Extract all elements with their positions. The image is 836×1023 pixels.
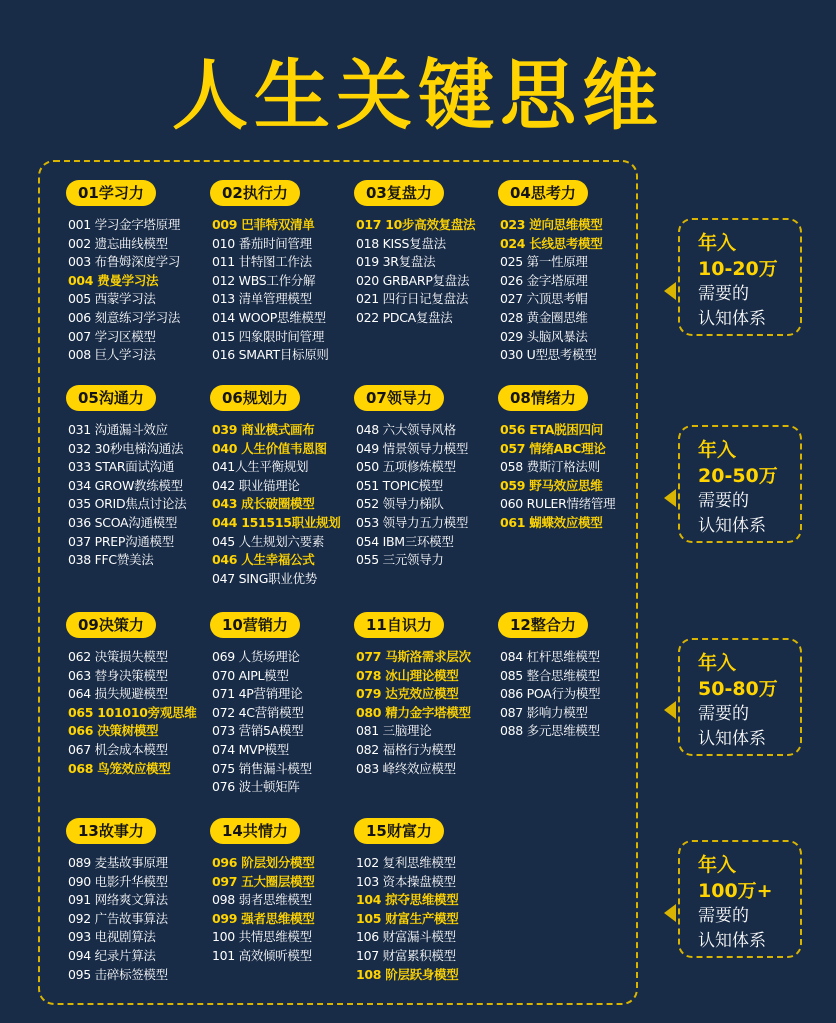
model-item: 055 三元领导力: [356, 552, 444, 568]
model-item: 028 黄金圈思维: [500, 309, 588, 325]
model-item: 012 WBS工作分解: [212, 272, 316, 288]
model-item: 019 3R复盘法: [356, 254, 436, 270]
model-item: 010 番茄时间管理: [212, 235, 312, 251]
model-item: 071 4P营销理论: [212, 686, 303, 702]
model-item: 060 RULER情绪管理: [500, 496, 616, 512]
model-item: 098 弱者思维模型: [212, 892, 312, 908]
model-item: 092 广告故事算法: [68, 910, 168, 926]
model-item-highlighted: 059 野马效应思维: [500, 477, 603, 493]
model-item-highlighted: 009 巴菲特双清单: [212, 217, 315, 232]
model-item: 084 杠杆思维模型: [500, 649, 600, 664]
model-item-highlighted: 066 决策树模型: [68, 723, 159, 739]
income-range: 20-50万: [698, 465, 778, 487]
model-item-highlighted: 017 10步高效复盘法: [356, 217, 476, 232]
model-item: 025 第一性原理: [500, 254, 588, 270]
model-item: 006 刻意练习学习法: [68, 309, 181, 325]
arrow-left-icon: [664, 489, 676, 507]
section-block: [68, 818, 213, 984]
section-block: [68, 612, 213, 778]
income-range: 10-20万: [698, 258, 778, 280]
income-box-3: [678, 638, 802, 756]
section-header: 01学习力: [66, 180, 156, 206]
model-item: 088 多元思维模型: [500, 723, 600, 739]
model-item: 034 GROW教练模型: [68, 477, 183, 493]
model-item: 038 FFC赞美法: [68, 552, 154, 568]
income-label: 年入: [698, 854, 737, 876]
section-header: 12整合力: [498, 612, 588, 638]
model-item: 005 西蒙学习法: [68, 291, 156, 307]
model-item-highlighted: 079 达克效应模型: [356, 686, 459, 702]
model-item: 086 POA行为模型: [500, 686, 601, 702]
model-item: 047 SING职业优势: [212, 570, 317, 586]
section-header: 09决策力: [66, 612, 156, 638]
income-caption: 认知体系: [698, 729, 766, 749]
section-block: [212, 180, 357, 365]
model-item: 032 30秒电梯沟通法: [68, 440, 184, 456]
model-item: 087 影响力模型: [500, 704, 588, 720]
section-block: [212, 612, 357, 797]
model-item-highlighted: 097 五大圈层模型: [212, 873, 315, 889]
model-item-highlighted: 023 逆向思维模型: [500, 217, 603, 232]
model-item-highlighted: 096 阶层划分模型: [212, 855, 315, 870]
income-box-2: [678, 425, 802, 543]
income-box-4: [678, 840, 802, 958]
model-item-highlighted: 099 强者思维模型: [212, 910, 315, 926]
model-item: 081 三脑理论: [356, 723, 432, 739]
model-item: 069 人货场理论: [212, 649, 300, 664]
model-item: 051 TOPIC模型: [356, 477, 443, 493]
model-item: 103 资本操盘模型: [356, 873, 456, 889]
model-item-highlighted: 068 鸟笼效应模型: [68, 760, 171, 776]
model-item-highlighted: 061 蝴蝶效应模型: [500, 514, 603, 530]
income-box-1: [678, 218, 802, 336]
section-block: [500, 385, 645, 533]
model-item: 018 KISS复盘法: [356, 235, 446, 251]
model-item: 067 机会成本模型: [68, 741, 168, 757]
section-block: [356, 612, 501, 778]
section-block: [68, 385, 213, 570]
model-item: 082 福格行为模型: [356, 741, 456, 757]
model-item-highlighted: 044 151515职业规划: [212, 514, 341, 530]
model-item-highlighted: 077 马斯洛需求层次: [356, 649, 471, 664]
arrow-left-icon: [664, 904, 676, 922]
section-header: 04思考力: [498, 180, 588, 206]
section-block: [356, 818, 501, 984]
model-item-highlighted: 104 掠夺思维模型: [356, 892, 459, 908]
model-item: 107 财富累积模型: [356, 947, 456, 963]
income-caption: 认知体系: [698, 309, 766, 329]
model-item: 090 电影升华模型: [68, 873, 168, 889]
section-header: 14共情力: [210, 818, 300, 844]
model-item: 016 SMART目标原则: [212, 347, 329, 363]
model-item: 102 复利思维模型: [356, 855, 456, 870]
model-item: 041人生平衡规划: [212, 459, 309, 475]
model-item: 048 六大领导风格: [356, 422, 456, 437]
arrow-left-icon: [664, 701, 676, 719]
model-item: 020 GRBARP复盘法: [356, 272, 470, 288]
section-block: [356, 180, 501, 328]
model-item: 094 纪录片算法: [68, 947, 156, 963]
model-item: 003 布鲁姆深度学习: [68, 254, 181, 270]
model-item: 014 WOOP思维模型: [212, 309, 326, 325]
model-item: 074 MVP模型: [212, 741, 290, 757]
model-item: 001 学习金字塔原理: [68, 217, 181, 232]
model-item-highlighted: 040 人生价值韦恩图: [212, 440, 327, 456]
model-item: 095 击碎标签模型: [68, 966, 168, 982]
model-item-highlighted: 108 阶层跃身模型: [356, 966, 459, 982]
section-header: 08情绪力: [498, 385, 588, 411]
model-item: 026 金字塔原理: [500, 272, 588, 288]
section-header: 03复盘力: [354, 180, 444, 206]
model-item-highlighted: 024 长线思考模型: [500, 235, 603, 251]
section-header: 06规划力: [210, 385, 300, 411]
section-header: 07领导力: [354, 385, 444, 411]
section-header: 10营销力: [210, 612, 300, 638]
model-item-highlighted: 057 情绪ABC理论: [500, 440, 606, 456]
section-header: 05沟通力: [66, 385, 156, 411]
model-item: 072 4C营销模型: [212, 704, 304, 720]
model-item-highlighted: 105 财富生产模型: [356, 910, 459, 926]
model-item: 035 ORID焦点讨论法: [68, 496, 187, 512]
model-item: 058 费斯汀格法则: [500, 459, 600, 475]
model-item: 076 波士顿矩阵: [212, 779, 300, 795]
model-item: 085 整合思维模型: [500, 667, 600, 683]
model-item: 075 销售漏斗模型: [212, 760, 312, 776]
page-title: 人生关键思维: [172, 51, 664, 140]
section-header: 15财富力: [354, 818, 444, 844]
income-caption: 需要的: [698, 491, 749, 511]
model-item: 021 四行日记复盘法: [356, 291, 469, 307]
section-header: 11自识力: [354, 612, 444, 638]
section-block: [500, 180, 645, 365]
model-item: 022 PDCA复盘法: [356, 309, 453, 325]
income-label: 年入: [698, 652, 737, 674]
model-item: 015 四象限时间管理: [212, 328, 325, 344]
model-item: 030 U型思考模型: [500, 347, 597, 363]
section-block: [212, 385, 357, 588]
model-item: 106 财富漏斗模型: [356, 929, 456, 945]
model-item-highlighted: 056 ETA脱困四问: [500, 422, 603, 437]
model-item: 011 甘特图工作法: [212, 254, 312, 270]
section-block: [68, 180, 213, 365]
section-block: [500, 612, 645, 741]
model-item: 093 电视剧算法: [68, 929, 156, 945]
model-item: 070 AIPL模型: [212, 667, 289, 683]
income-caption: 认知体系: [698, 516, 766, 536]
model-item: 100 共情思维模型: [212, 929, 312, 945]
income-caption: 需要的: [698, 704, 749, 724]
section-header: 13故事力: [66, 818, 156, 844]
model-item: 073 营销5A模型: [212, 723, 304, 739]
model-item: 052 领导力梯队: [356, 496, 444, 512]
income-label: 年入: [698, 232, 737, 254]
income-range: 100万+: [698, 880, 773, 902]
model-item: 036 SCOA沟通模型: [68, 514, 178, 530]
model-item: 089 麦基故事原理: [68, 855, 168, 870]
model-item-highlighted: 046 人生幸福公式: [212, 552, 315, 568]
model-item: 083 峰终效应模型: [356, 760, 456, 776]
section-block: [356, 385, 501, 570]
model-item: 101 高效倾听模型: [212, 947, 312, 963]
model-item: 054 IBM三环模型: [356, 533, 454, 549]
model-item: 002 遗忘曲线模型: [68, 235, 168, 251]
arrow-left-icon: [664, 282, 676, 300]
income-label: 年入: [698, 439, 737, 461]
model-item: 050 五项修炼模型: [356, 459, 456, 475]
income-caption: 需要的: [698, 284, 749, 304]
model-item-highlighted: 004 费曼学习法: [68, 272, 159, 288]
section-block: [212, 818, 357, 966]
model-item: 042 职业锚理论: [212, 477, 300, 493]
income-caption: 认知体系: [698, 931, 766, 951]
model-item: 033 STAR面试沟通: [68, 459, 175, 475]
income-caption: 需要的: [698, 906, 749, 926]
model-item: 007 学习区模型: [68, 328, 156, 344]
model-item: 045 人生规划六要素: [212, 533, 325, 549]
model-item: 029 头脑风暴法: [500, 328, 588, 344]
model-item: 064 损失规避模型: [68, 686, 168, 702]
model-item-highlighted: 080 精力金字塔模型: [356, 704, 471, 720]
section-header: 02执行力: [210, 180, 300, 206]
income-range: 50-80万: [698, 678, 778, 700]
model-item: 037 PREP沟通模型: [68, 533, 174, 549]
model-item: 053 领导力五力模型: [356, 514, 469, 530]
model-item: 031 沟通漏斗效应: [68, 422, 168, 437]
model-item: 008 巨人学习法: [68, 347, 156, 363]
model-item-highlighted: 043 成长破圈模型: [212, 496, 315, 512]
model-item-highlighted: 039 商业模式画布: [212, 422, 315, 437]
model-item-highlighted: 078 冰山理论模型: [356, 667, 459, 683]
model-item: 063 替身决策模型: [68, 667, 168, 683]
model-item: 013 清单管理模型: [212, 291, 312, 307]
model-item: 062 决策损失模型: [68, 649, 168, 664]
model-item-highlighted: 065 101010旁观思维: [68, 704, 197, 720]
model-item: 091 网络爽文算法: [68, 892, 168, 908]
model-item: 049 情景领导力模型: [356, 440, 469, 456]
model-item: 027 六顶思考帽: [500, 291, 588, 307]
